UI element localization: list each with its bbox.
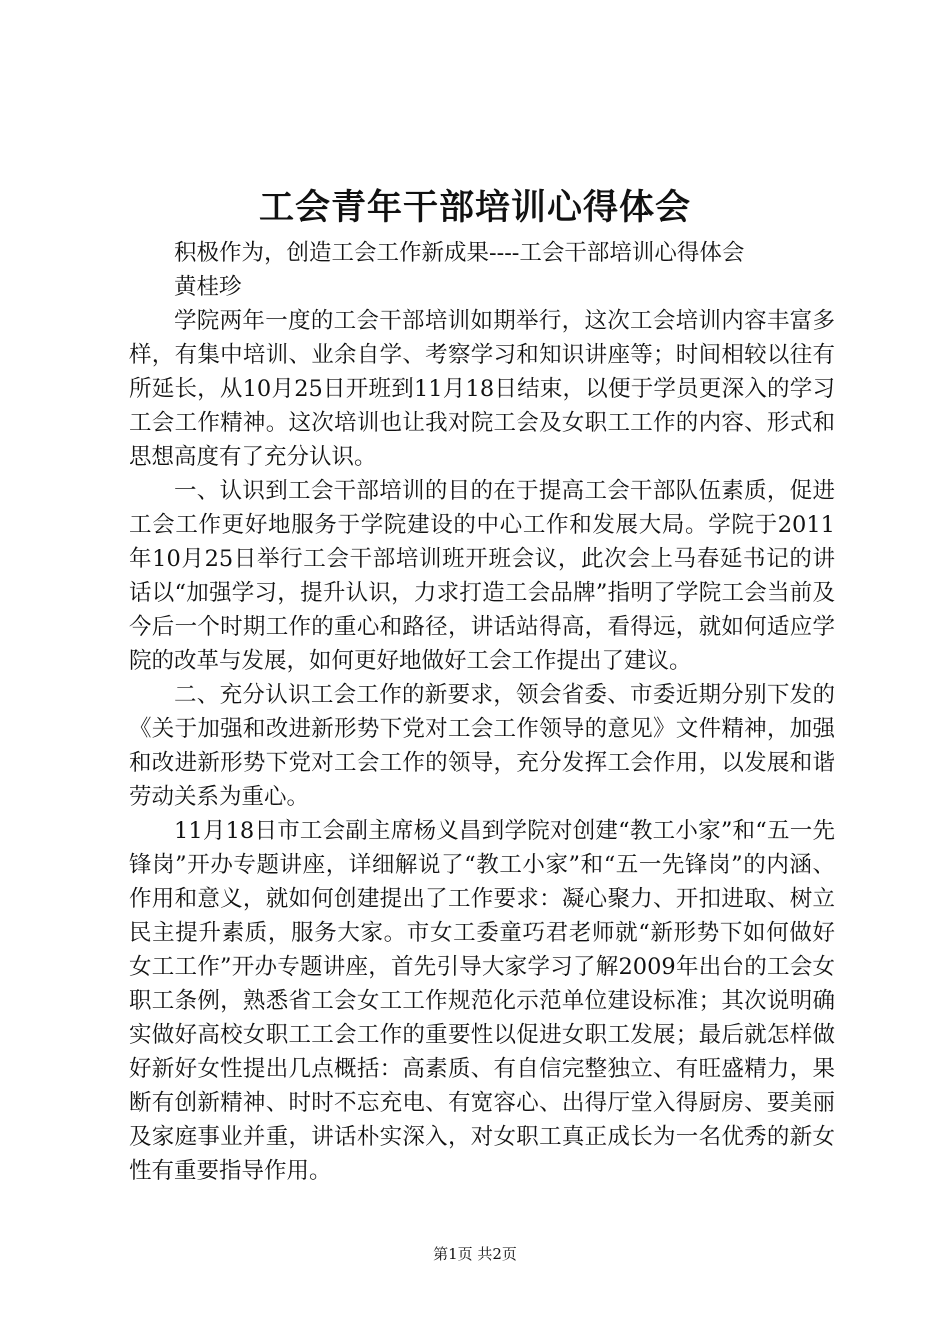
- document-body: [129, 236, 835, 1188]
- author-name: 黄桂珍: [174, 274, 242, 300]
- body-paragraph: 一、认识到工会干部培训的目的在于提高工会干部队伍素质，促进工会工作更好地服务于学院建设的中心工作和发展大局。学院于2011年10月25日举行工会干部培训班开班会议，此次会上马春延书记的讲话以“加强学习，提升认识，力求打造工会品牌”指明了学院工会当前及今后一个时期工作的重心和路径，讲话站得高，看得远，就如何适应学院的改革与发展，如何更好地做好工会工作提出了建议。: [129, 478, 835, 674]
- body-paragraph: 学院两年一度的工会干部培训如期举行，这次工会培训内容丰富多样，有集中培训、业余自学、考察学习和知识讲座等；时间相较以往有所延长，从10月25日开班到11月18日结束，以便于学员更深入的学习工会工作精神。这次培训也让我对院工会及女职工工作的内容、形式和思想高度有了充分认识。: [129, 308, 835, 470]
- page-footer: [0, 1243, 950, 1265]
- body-paragraph: 11月18日市工会副主席杨义昌到学院对创建“教工小家”和“五一先锋岗”开办专题讲座，详细解说了“教工小家”和“五一先锋岗”的内涵、作用和意义，就如何创建提出了工作要求：凝心聚力、开扣进取、树立民主提升素质，服务大家。市女工委童巧君老师就“新形势下如何做好女工工作”开办专题讲座，首先引导大家学习了解2009年出台的工会女职工条例，熟悉省工会女工工作规范化示范单位建设标准；其次说明确实做好高校女职工工会工作的重要性以促进女职工发展；最后就怎样做好新好女性提出几点概括：高素质、有自信完整独立、有旺盛精力，果断有创新精神、时时不忘充电、有宽容心、出得厅堂入得厨房、要美丽及家庭事业并重，讲话朴实深入，对女职工真正成长为一名优秀的新女性有重要指导作用。: [129, 818, 835, 1184]
- subtitle-paragraph: 积极作为，创造工会工作新成果----工会干部培训心得体会: [174, 240, 745, 266]
- page-indicator: 第1页 共2页: [433, 1245, 517, 1263]
- body-paragraph: 二、充分认识工会工作的新要求，领会省委、市委近期分别下发的《关于加强和改进新形势下党对工会工作领导的意见》文件精神，加强和改进新形势下党对工会工作的领导，充分发挥工会作用，以发展和谐劳动关系为重心。: [129, 682, 835, 810]
- document-title: 工会青年干部培训心得体会: [258, 188, 691, 228]
